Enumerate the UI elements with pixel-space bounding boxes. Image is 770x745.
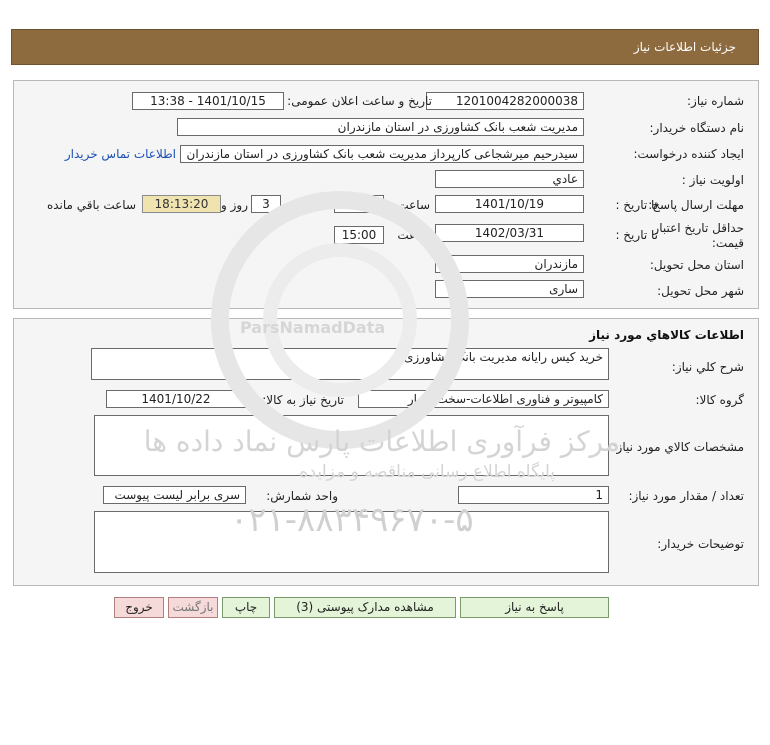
validity-label-1: حداقل تاریخ اعتبار [653, 221, 744, 235]
specs-label: مشخصات کالاي مورد نياز: [612, 440, 744, 454]
priority-label: اولویت نیاز : [681, 173, 744, 187]
summary-label: شرح کلي نياز: [671, 360, 744, 374]
deadline-time-label: ساعت [397, 198, 430, 212]
announce-label: تاریخ و ساعت اعلان عمومی: [287, 94, 432, 108]
province-field: مازندران [435, 255, 584, 273]
creator-field: سیدرحیم میرشجاعی کارپرداز مدیریت شعب بانک کشاورزی در استان مازندران [180, 145, 584, 163]
notes-label: توضیحات خریدار: [657, 537, 744, 551]
need-info-panel [13, 80, 759, 309]
remaining-time-badge: 18:13:20 [142, 195, 221, 213]
deadline-time-field: 08:00 [334, 195, 384, 213]
watermark-phone: ۰۲۱-۸۸۳۴۹۶۷۰-۵ [230, 500, 474, 540]
validity-date-field: 1402/03/31 [435, 224, 584, 242]
validity-time-field: 15:00 [334, 226, 384, 244]
city-field: ساری [435, 280, 584, 298]
priority-field: عادي [435, 170, 584, 188]
deadline-label: مهلت ارسال پاسخ: [648, 198, 744, 212]
deadline-date-field: 1401/10/19 [435, 195, 584, 213]
group-label: گروه کالا: [695, 393, 744, 407]
validity-label-2: قیمت: [711, 236, 744, 250]
need-number-field: 1201004282000038 [426, 92, 584, 110]
watermark-line2: پایگاه اطلاع رسانی مناقصه و مزایده [299, 462, 555, 482]
unit-label: واحد شمارش: [266, 489, 338, 503]
remaining-label: ساعت باقي مانده [46, 198, 136, 212]
need-date-label: تاریخ نیاز به کالا: [262, 393, 344, 407]
exit-button[interactable]: خروج [114, 597, 164, 618]
deadline-to-label: تا تاریخ : [615, 198, 658, 212]
watermark-brand: ParsNamadData [240, 318, 386, 337]
notes-field [94, 511, 609, 573]
print-button[interactable]: چاپ [222, 597, 270, 618]
goods-section-title: اطلاعات کالاهاي مورد نياز [589, 328, 744, 342]
qty-label: تعداد / مقدار مورد نیاز: [628, 489, 744, 503]
buyer-field: مدیریت شعب بانک کشاورزی در استان مازندران [177, 118, 584, 136]
validity-to-label: تا تاریخ : [615, 228, 658, 242]
specs-field [94, 415, 609, 476]
view-documents-button[interactable]: مشاهده مدارک پیوستی (3) [274, 597, 456, 618]
unit-field: سری برابر لیست پیوست [103, 486, 246, 504]
buyer-label: نام دستگاه خریدار: [649, 121, 744, 135]
page-header [11, 29, 759, 65]
watermark-line1: مرکز فرآوری اطلاعات پارس نماد داده ها [143, 425, 620, 458]
summary-field: خرید کیس رایانه مدیریت بانک کشاورزی [91, 348, 609, 380]
creator-label: ایجاد کننده درخواست: [633, 147, 744, 161]
days-field: 3 [251, 195, 281, 213]
contact-buyer-link[interactable]: اطلاعات تماس خریدار [64, 147, 176, 161]
need-number-label: شماره نیاز: [687, 94, 744, 108]
city-label: شهر محل تحویل: [657, 284, 744, 298]
validity-time-label: ساعت [397, 228, 430, 242]
group-field: کامپیوتر و فناوری اطلاعات-سخت افزار [358, 390, 609, 408]
need-date-field: 1401/10/22 [106, 390, 246, 408]
page-title: جزئیات اطلاعات نیاز [633, 40, 736, 54]
back-button[interactable]: بازگشت [168, 597, 218, 618]
reply-button[interactable]: پاسخ به نیاز [460, 597, 609, 618]
announce-field: 1401/10/15 - 13:38 [132, 92, 284, 110]
days-label: روز و [221, 198, 248, 212]
province-label: استان محل تحویل: [649, 258, 744, 272]
qty-field: 1 [458, 486, 609, 504]
